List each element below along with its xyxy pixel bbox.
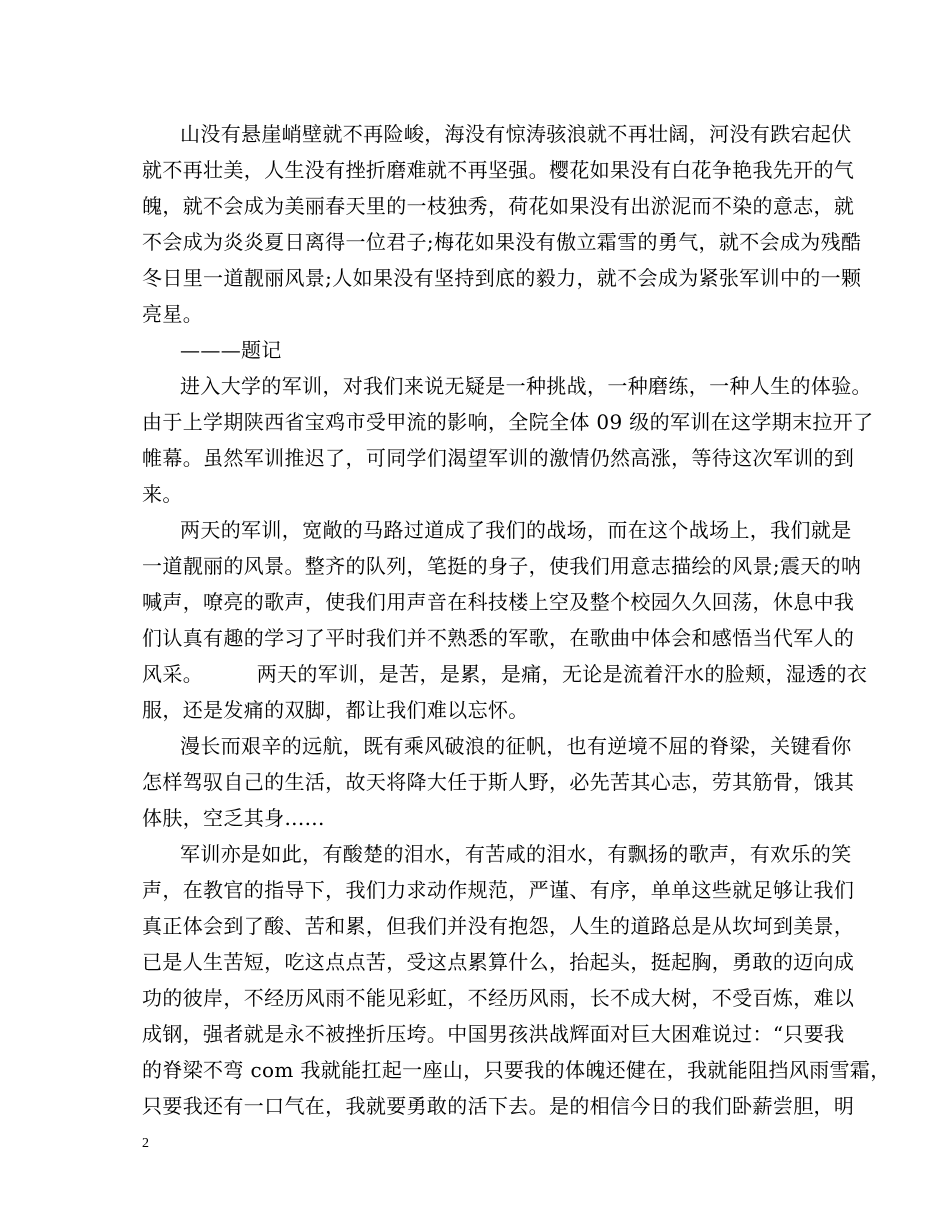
paragraph-line: 功的彼岸，不经历风雨不能见彩虹，不经历风雨，长不成大树，不受百炼，难以 <box>142 986 855 1010</box>
paragraph-line: 真正体会到了酸、苦和累，但我们并没有抱怨，人生的道路总是从坎坷到美景， <box>142 914 855 938</box>
paragraph-line: 一道靓丽的风景。整齐的队列，笔挺的身子，使我们用意志描绘的风景;震天的呐 <box>142 554 862 578</box>
paragraph-line: 由于上学期陕西省宝鸡市受甲流的影响，全院全体 09 级的军训在这学期末拉开了 <box>142 410 874 434</box>
paragraph-line: 的脊梁不弯 com 我就能扛起一座山，只要我的体魄还健在，我就能阻挡风雨雪霜， <box>142 1058 891 1082</box>
paragraph-line: 成钢，强者就是永不被挫折压垮。中国男孩洪战辉面对巨大困难说过：“只要我 <box>142 1022 845 1046</box>
paragraph-line: 两天的军训，宽敞的马路过道成了我们的战场，而在这个战场上，我们就是 <box>180 518 852 542</box>
paragraph-line: 来。 <box>142 482 183 506</box>
paragraph-line: 漫长而艰辛的远航，既有乘风破浪的征帆，也有逆境不屈的脊梁，关键看你 <box>180 734 852 758</box>
paragraph-line: 们认真有趣的学习了平时我们并不熟悉的军歌，在歌曲中体会和感悟当代军人的 <box>142 626 855 650</box>
paragraph-line: 冬日里一道靓丽风景;人如果没有坚持到底的毅力，就不会成为紧张军训中的一颗 <box>142 266 862 290</box>
paragraph-line: 魄，就不会成为美丽春天里的一枝独秀，荷花如果没有出淤泥而不染的意志，就 <box>142 194 855 218</box>
paragraph-line: 体肤，空乏其身...... <box>142 806 325 830</box>
paragraph-line: 山没有悬崖峭壁就不再险峻，海没有惊涛骇浪就不再壮阔，河没有跌宕起伏 <box>180 122 852 146</box>
paragraph-line: 服，还是发痛的双脚，都让我们难以忘怀。 <box>142 698 529 722</box>
epigraph-attribution: ———题记 <box>180 338 282 362</box>
paragraph-line: 风采。 两天的军训，是苦，是累，是痛，无论是流着汗水的脸颊，湿透的衣 <box>142 662 868 686</box>
paragraph-line: 亮星。 <box>142 302 204 326</box>
paragraph-line: 进入大学的军训，对我们来说无疑是一种挑战，一种磨练，一种人生的体验。 <box>180 374 872 398</box>
paragraph-line: 已是人生苦短，吃这点点苦，受这点累算什么，抬起头，挺起胸，勇敢的迈向成 <box>142 950 855 974</box>
paragraph-line: 怎样驾驭自己的生活，故天将降大任于斯人野，必先苦其心志，劳其筋骨，饿其 <box>142 770 855 794</box>
page-number: 2 <box>142 1136 149 1151</box>
paragraph-line: 喊声，嘹亮的歌声，使我们用声音在科技楼上空及整个校园久久回荡，休息中我 <box>142 590 855 614</box>
paragraph-line: 声，在教官的指导下，我们力求动作规范，严谨、有序，单单这些就足够让我们 <box>142 878 855 902</box>
paragraph-line: 不会成为炎炎夏日离得一位君子;梅花如果没有傲立霜雪的勇气，就不会成为残酷 <box>142 230 862 254</box>
paragraph-line: 就不再壮美，人生没有挫折磨难就不再坚强。樱花如果没有白花争艳我先开的气 <box>142 158 855 182</box>
paragraph-line: 军训亦是如此，有酸楚的泪水，有苦咸的泪水，有飘扬的歌声，有欢乐的笑 <box>180 842 852 866</box>
paragraph-line: 只要我还有一口气在，我就要勇敢的活下去。是的相信今日的我们卧薪尝胆，明 <box>142 1094 855 1118</box>
paragraph-line: 帷幕。虽然军训推迟了，可同学们渴望军训的激情仍然高涨，等待这次军训的到 <box>142 446 855 470</box>
